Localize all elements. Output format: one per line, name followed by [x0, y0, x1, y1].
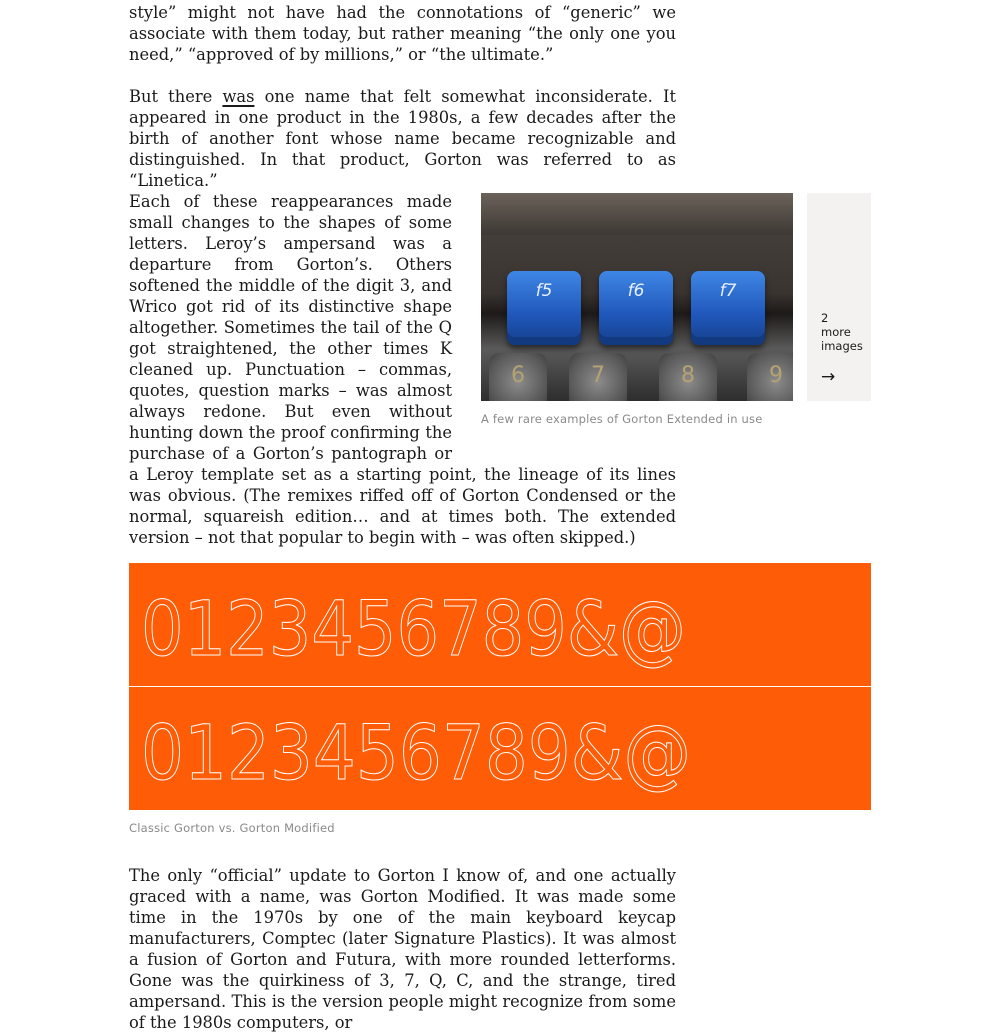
keycap-9: 9	[747, 353, 793, 401]
keycap-f6: f6	[599, 271, 673, 345]
more-images-label	[821, 311, 863, 353]
more-images-button[interactable]	[807, 193, 871, 401]
keycap-f5: f5	[507, 271, 581, 345]
more-images-word-2: images	[821, 339, 863, 353]
paragraph-linetica	[129, 86, 676, 191]
paragraph-intro-continued: style” might not have had the connotations of “generic” we associate with them today, but rather meaning “the only one you need,” “approved of by millions,” or “the ultimate.”	[129, 3, 676, 64]
keycap-8: 8	[659, 353, 717, 401]
arrow-right-icon: →	[821, 367, 836, 387]
keycap-7: 7	[569, 353, 627, 401]
more-images-count: 2	[821, 311, 829, 325]
specimen-modified-svg	[129, 687, 871, 810]
paragraph-text: one name that felt somewhat inconsiderate. It appeared in one product in the 1980s, a few decades after the birth of another font whose name became recognizable and distinguished. In that product, Gorton was referred to as “Linetica.”	[129, 87, 676, 190]
paragraph-reappearances: Each of these reappearances made small changes to the shapes of some letters. Leroy’s ampersand was a departure from Gorton’s. Others softened the middle of the digit 3, and Wrico got rid of its distinctive shape altogether. Sometimes the tail of the Q got straightened, the other times K cleaned up. Punctuation – commas, quotes, question marks – was almost always redone. But even without hunting down the proof confirming the purchase of a Gorton’s pantograph or a Leroy template set as a starting point, the lineage of its lines was obvious. (The remixes riffed off of Gorton Condensed or the normal, squareish edition… and at times both. The extended version – not that popular to begin with – was often skipped.)	[129, 192, 676, 547]
paragraph-text: But there	[129, 87, 223, 106]
gallery-caption: A few rare examples of Gorton Extended in use	[481, 412, 763, 426]
specimen-gorton-modified	[129, 687, 871, 810]
image-gallery	[481, 193, 871, 401]
specimen-caption: Classic Gorton vs. Gorton Modified	[129, 821, 335, 835]
specimen-classic-svg	[129, 563, 871, 686]
specimen-classic-glyphs: 0123456789&@	[141, 584, 686, 673]
specimen-classic-gorton	[129, 563, 871, 686]
keycap-6: 6	[489, 353, 547, 401]
more-images-word: more	[821, 325, 851, 339]
keycap-f7: f7	[691, 271, 765, 345]
keyboard-bezel	[481, 193, 793, 235]
specimen-modified-glyphs: 0123456789&@	[141, 708, 691, 797]
emphasis-was: was	[222, 87, 255, 106]
paragraph-gorton-modified: The only “official” update to Gorton I know of, and one actually graced with a name, was Gorton Modified. It was made some time in the 1970s by one of the main keyboard keycap manufacturers, Comptec (later Signature Plastics). It was almost a fusion of Gorton and Futura, with more rounded letterforms. Gone was the quirkiness of 3, 7, Q, C, and the strange, tired ampersand. This is the version people might recognize from some of the 1980s computers, or	[129, 866, 676, 1032]
keyboard-photo[interactable]	[481, 193, 793, 401]
